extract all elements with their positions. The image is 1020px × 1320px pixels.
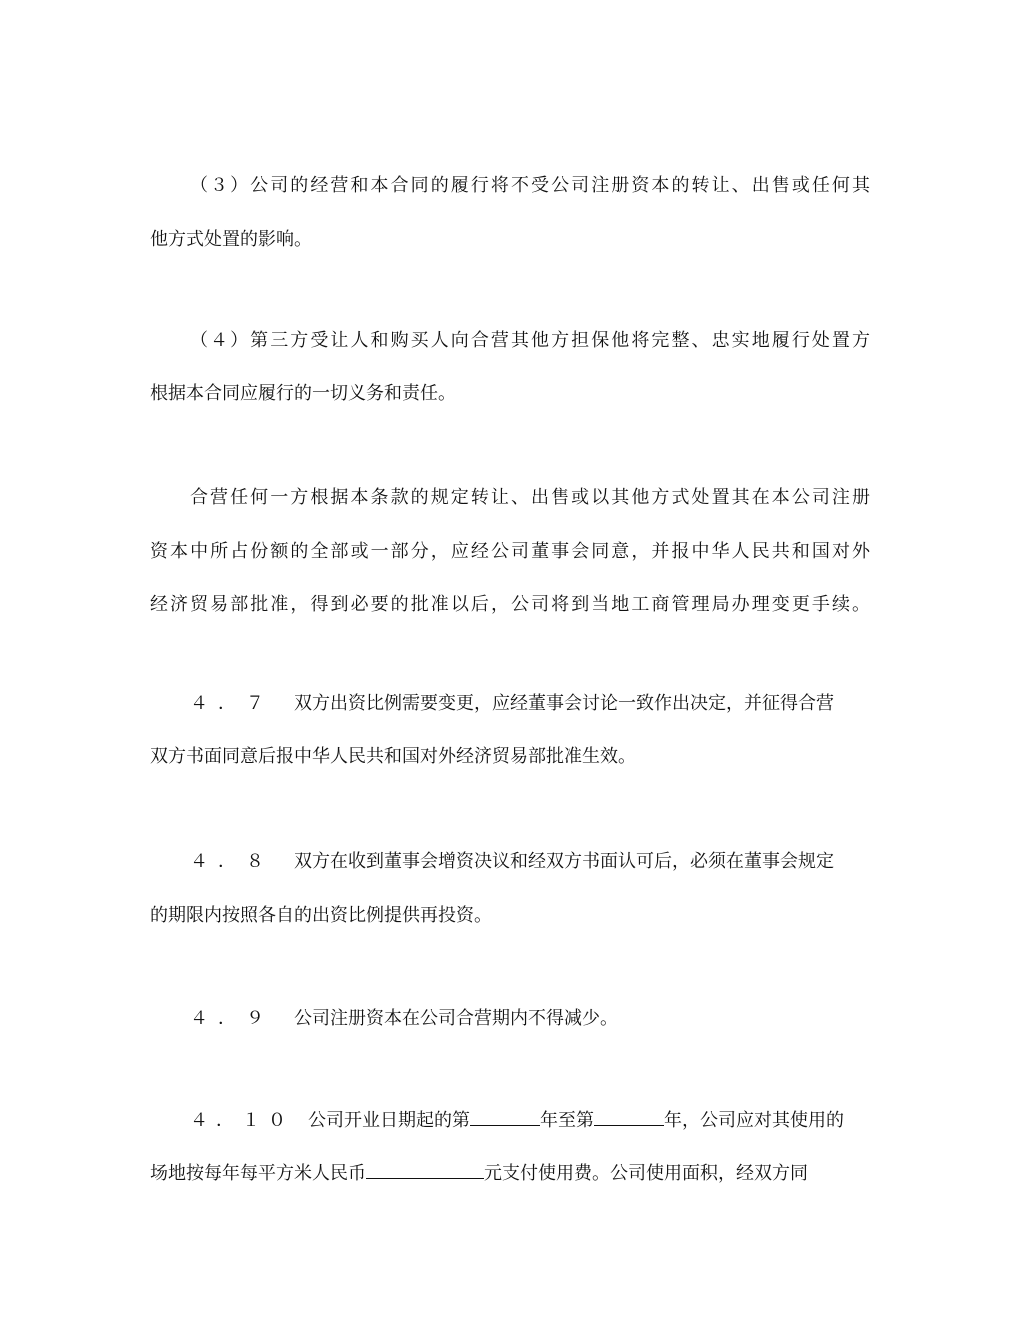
year-end-blank [594, 1107, 664, 1126]
transfer-para-line-1: 合营任何一方根据本条款的规定转让、出售或以其他方式处置其在本公司注册 [190, 487, 870, 508]
transfer-para-line-2: 资本中所占份额的全部或一部分，应经公司董事会同意，并报中华人民共和国对外 [150, 541, 870, 562]
para-4-line-1: （４）第三方受让人和购买人向合营其他方担保他将完整、忠实地履行处置方 [190, 330, 870, 351]
clause-4-10-line-2-seg-2: 元支付使用费。公司使用面积，经双方同 [484, 1163, 808, 1184]
clause-4-7-text: 双方出资比例需要变更，应经董事会讨论一致作出决定，并征得合营 [294, 693, 834, 714]
clause-4-8-number: ４．８ [190, 851, 274, 872]
clause-4-10-line-1 [190, 1107, 870, 1133]
clause-4-7-line-1 [190, 692, 870, 716]
clause-4-8-line-1 [190, 850, 870, 874]
clause-4-9-line-1 [190, 1007, 870, 1031]
clause-4-10-seg-3: 年，公司应对其使用的 [664, 1110, 844, 1131]
clause-4-10-line-2-seg-1: 场地按每年每平方米人民币 [150, 1163, 366, 1184]
year-start-blank [470, 1107, 540, 1126]
fee-amount-blank [366, 1160, 484, 1179]
clause-4-9-text: 公司注册资本在公司合营期内不得减少。 [294, 1008, 618, 1029]
clause-4-9-number: ４．９ [190, 1008, 274, 1029]
para-3-line-1: （３）公司的经营和本合同的履行将不受公司注册资本的转让、出售或任何其 [190, 175, 870, 196]
clause-4-8-line-2: 的期限内按照各自的出资比例提供再投资。 [150, 905, 492, 926]
transfer-para-line-3: 经济贸易部批准，得到必要的批准以后，公司将到当地工商管理局办理变更手续。 [150, 594, 870, 615]
clause-4-10-seg-2: 年至第 [540, 1110, 594, 1131]
clause-4-10-number: ４．１０ [190, 1110, 294, 1131]
clause-4-10-line-2 [150, 1160, 870, 1186]
clause-4-8-text: 双方在收到董事会增资决议和经双方书面认可后，必须在董事会规定 [294, 851, 834, 872]
para-3-line-2: 他方式处置的影响。 [150, 229, 312, 250]
para-4-line-2: 根据本合同应履行的一切义务和责任。 [150, 383, 456, 404]
clause-4-7-number: ４．７ [190, 693, 274, 714]
clause-4-7-line-2: 双方书面同意后报中华人民共和国对外经济贸易部批准生效。 [150, 746, 636, 767]
clause-4-10-seg-1: 公司开业日期起的第 [308, 1110, 470, 1131]
